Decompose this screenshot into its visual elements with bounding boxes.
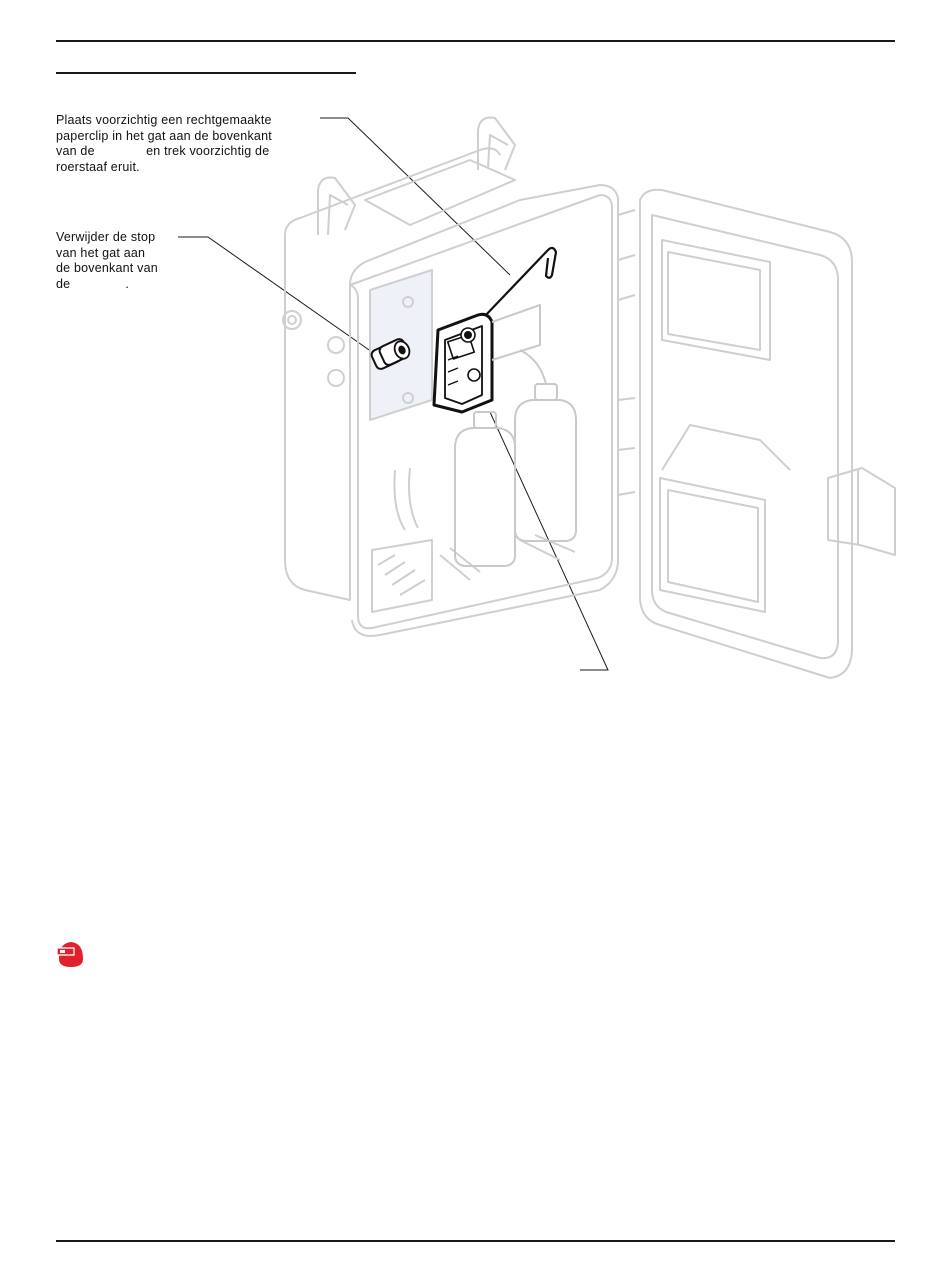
module-drawing (434, 305, 540, 412)
section-heading-underline (56, 72, 356, 74)
enclosure-ghost-outline (283, 118, 895, 679)
safety-helmet-icon (56, 937, 86, 969)
paperclip-drawing (483, 248, 556, 318)
header-rule (56, 40, 895, 42)
analyzer-illustration (270, 100, 900, 690)
footer-rule (56, 1240, 895, 1242)
callout-stopper-text: Verwijder de stop van het gat aan de bovenkant van de . (56, 230, 158, 291)
callout-paperclip-text: Plaats voorzichtig een rechtgemaakte paperclip in het gat aan de bovenkant van de en trek voorzichtig de roerstaaf eruit. (56, 113, 272, 174)
